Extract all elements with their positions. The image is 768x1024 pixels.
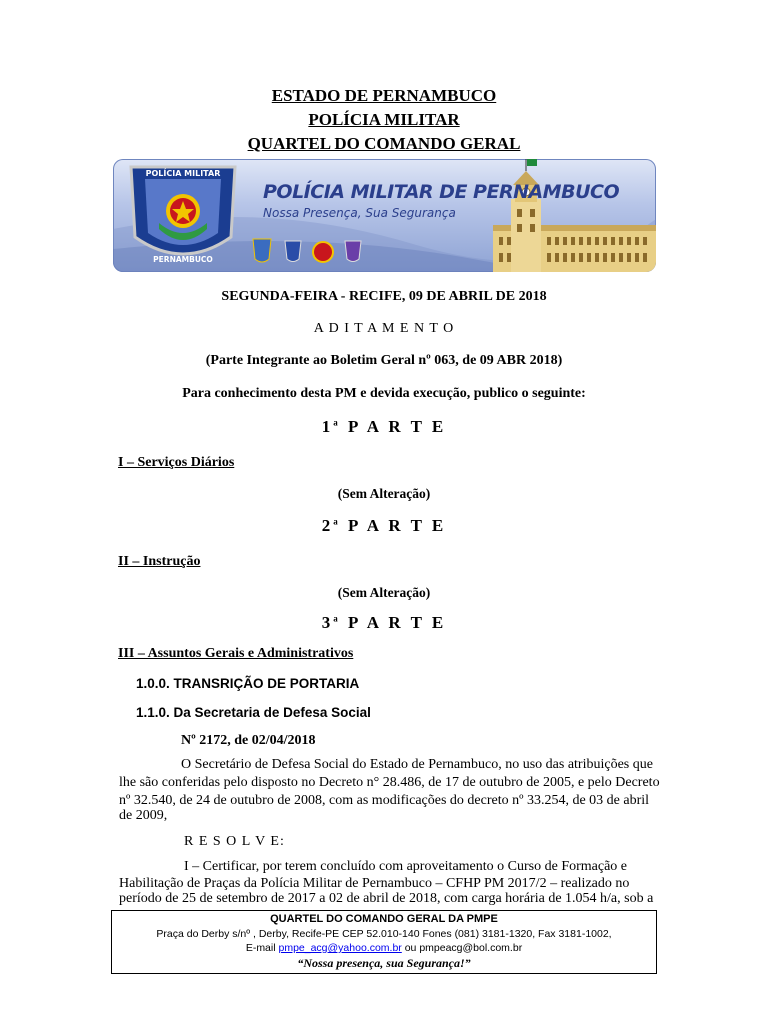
paragraph-1-line-3: nº 32.540, de 24 de outubro de 2008, com as modificações do decreto nº 33.254, de 03 de abril [119, 793, 650, 808]
footer-email-line [112, 942, 656, 954]
quartel-building-illustration [493, 159, 656, 272]
footer-title: QUARTEL DO COMANDO GERAL DA PMPE [270, 913, 498, 925]
sem-alteracao-2: (Sem Alteração) [337, 585, 431, 600]
resolve-heading: R E S O L V E: [184, 834, 285, 849]
footer-email-separator: ou [401, 942, 420, 954]
item-transricao-portaria: 1.0.0. TRANSRIÇÃO DE PORTARIA [136, 676, 360, 691]
header-quartel: QUARTEL DO COMANDO GERAL [247, 134, 521, 153]
footer-email-link-yahoo[interactable]: pmpe_acg@yahoo.com.br [278, 942, 402, 954]
footer-address: Praça do Derby s/nº , Derby, Recife-PE CEP 52.010-140 Fones (081) 3181-1320, Fax 3181-1002, [156, 928, 612, 940]
footer-email-bol: pmpeacg@bol.com.br [419, 942, 523, 954]
section-servicos-diarios: I – Serviços Diários [118, 455, 235, 470]
paragraph-1-line-4: de 2009, [119, 808, 168, 823]
paragraph-2-line-1: I – Certificar, por terem concluído com aproveitamento o Curso de Formação e [184, 859, 628, 874]
banner-subtitle: Nossa Presença, Sua Segurança [263, 206, 456, 220]
header-state: ESTADO DE PERNAMBUCO [271, 86, 497, 105]
portaria-number: Nº 2172, de 02/04/2018 [181, 733, 316, 748]
svg-text:PERNAMBUCO: PERNAMBUCO [153, 255, 213, 264]
parte-1-heading: 1$^a$ P A R T E [321, 417, 447, 436]
item-secretaria-defesa-social: 1.1.0. Da Secretaria de Defesa Social [136, 705, 371, 720]
aditamento-title: A D I T A M E N T O [313, 321, 455, 336]
paragraph-1-line-1: O Secretário de Defesa Social do Estado de Pernambuco, no uso das atribuições que [181, 757, 653, 772]
header-police: POLÍCIA MILITAR [308, 110, 460, 129]
date-line: SEGUNDA-FEIRA - RECIFE, 09 DE ABRIL DE 2018 [221, 289, 547, 304]
banner-title: POLÍCIA MILITAR DE PERNAMBUCO [263, 181, 620, 203]
conhecimento-line: Para conhecimento desta PM e devida execução, publico o seguinte: [182, 386, 586, 401]
svg-text:POLÍCIA MILITAR: POLÍCIA MILITAR [145, 169, 221, 178]
footer-contact-box [111, 910, 657, 974]
sem-alteracao-1: (Sem Alteração) [337, 486, 431, 501]
section-instrucao: II – Instrução [118, 554, 201, 569]
pmpe-banner [113, 159, 656, 272]
paragraph-2-line-2: Habilitação de Praças da Polícia Militar de Pernambuco – CFHP PM 2017/2 – realizado no [119, 876, 630, 891]
footer-motto: “Nossa presença, sua Segurança!” [297, 956, 471, 970]
paragraph-1-line-2: lhe são conferidas pelo disposto no Decreto n° 28.486, de 17 de outubro de 2005, e pelo Decreto [119, 775, 660, 790]
parte-2-heading: 2$^a$ P A R T E [321, 516, 447, 535]
parte-integrante: (Parte Integrante ao Boletim Geral nº 063, de 09 ABR 2018) [205, 353, 563, 368]
footer-email-label: E-mail [245, 942, 279, 954]
section-assuntos-gerais: III – Assuntos Gerais e Administrativos [118, 646, 354, 661]
paragraph-2-line-3: período de 25 de setembro de 2017 a 02 de abril de 2018, com carga horária de 1.054 h/a, sob a [119, 891, 654, 906]
parte-3-heading: 3$^a$ P A R T E [321, 613, 447, 632]
